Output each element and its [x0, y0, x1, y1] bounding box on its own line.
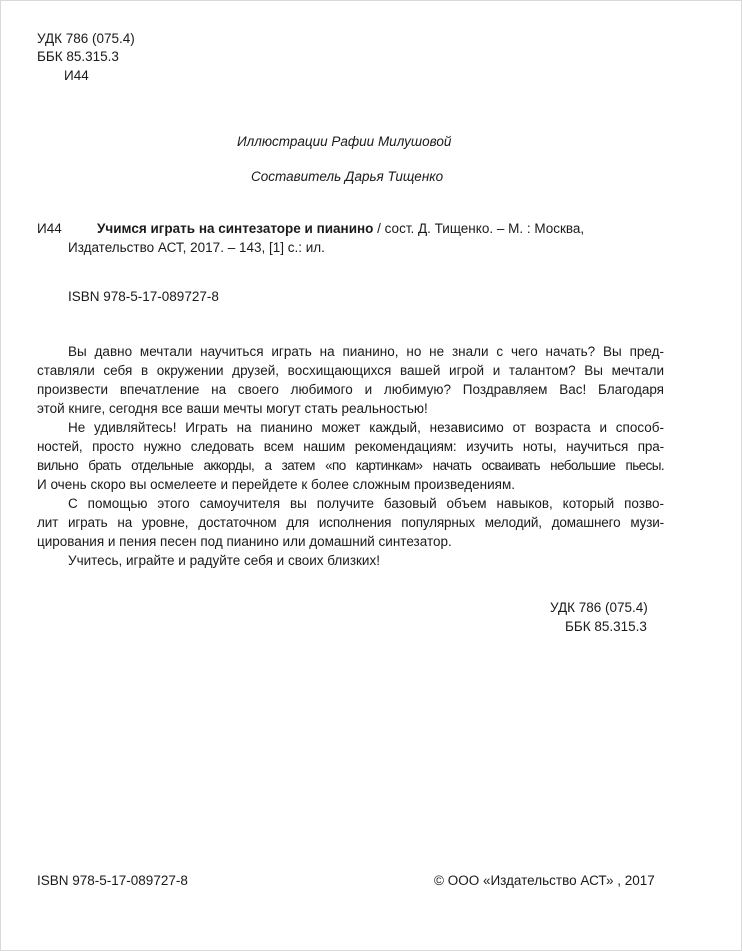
annotation-line: цирования и пения песен под пианино или домашний синтезатор.: [37, 534, 452, 549]
annotation-line: И очень скоро вы осмелеете и перейдете к более сложным произведениям.: [37, 477, 515, 492]
copyright-notice: © ООО «Издательство АСТ» , 2017: [434, 873, 655, 888]
bibliography-line-1: [97, 221, 663, 236]
annotation-line: лит играть на уровне, достаточном для исполнения популярных мелодий, домашнего музи-: [37, 515, 664, 530]
annotation-line: ностей, просто нужно следовать всем нашим рекомендациям: изучить ноты, научиться пра-: [37, 439, 664, 454]
compiler-credit: Составитель Дарья Тищенко: [251, 169, 444, 184]
annotation-line: Вы давно мечтали научиться играть на пианино, но не знали с чего начать? Вы пред-: [68, 344, 664, 359]
bibliography-line-2: Издательство АСТ, 2017. – 143, [1] с.: ил.: [68, 240, 325, 255]
book-title: Учимся играть на синтезаторе и пианино: [97, 221, 374, 236]
annotation-line: Не удивляйтесь! Играть на пианино может каждый, независимо от возраста и способ-: [68, 420, 664, 435]
illustrations-credit: Иллюстрации Рафии Милушовой: [237, 134, 452, 149]
annotation-line: ставляли себя в окружении друзей, восхищающихся вашей игрой и талантом? Вы мечтали: [37, 363, 664, 378]
annotation-line: произвести впечатление на своего любимого и любимую? Поздравляем Вас! Благодаря: [37, 382, 664, 397]
isbn-record: ISBN 978-5-17-089727-8: [68, 289, 219, 304]
annotation-line: Учитесь, играйте и радуйте себя и своих близких!: [68, 553, 380, 568]
bbk-code-right: ББК 85.315.3: [565, 619, 647, 634]
bibliography-mark: И44: [37, 221, 62, 236]
bibliography-publisher: / сост. Д. Тищенко. – М. : Москва,: [373, 221, 585, 236]
bbk-code: ББК 85.315.3: [37, 49, 119, 64]
udk-code: УДК 786 (075.4): [37, 31, 135, 46]
annotation-line: этой книге, сегодня все ваши мечты могут стать реальностью!: [37, 401, 428, 416]
annotation-line: С помощью этого самоучителя вы получите базовый объем навыков, который позво-: [68, 496, 664, 511]
footer-isbn: ISBN 978-5-17-089727-8: [37, 873, 188, 888]
udk-code-right: УДК 786 (075.4): [550, 600, 648, 615]
author-mark: И44: [64, 68, 89, 83]
annotation-line: вильно брать отдельные аккорды, а затем «по картинкам» начать осваивать небольшие пьесы.: [37, 458, 664, 473]
